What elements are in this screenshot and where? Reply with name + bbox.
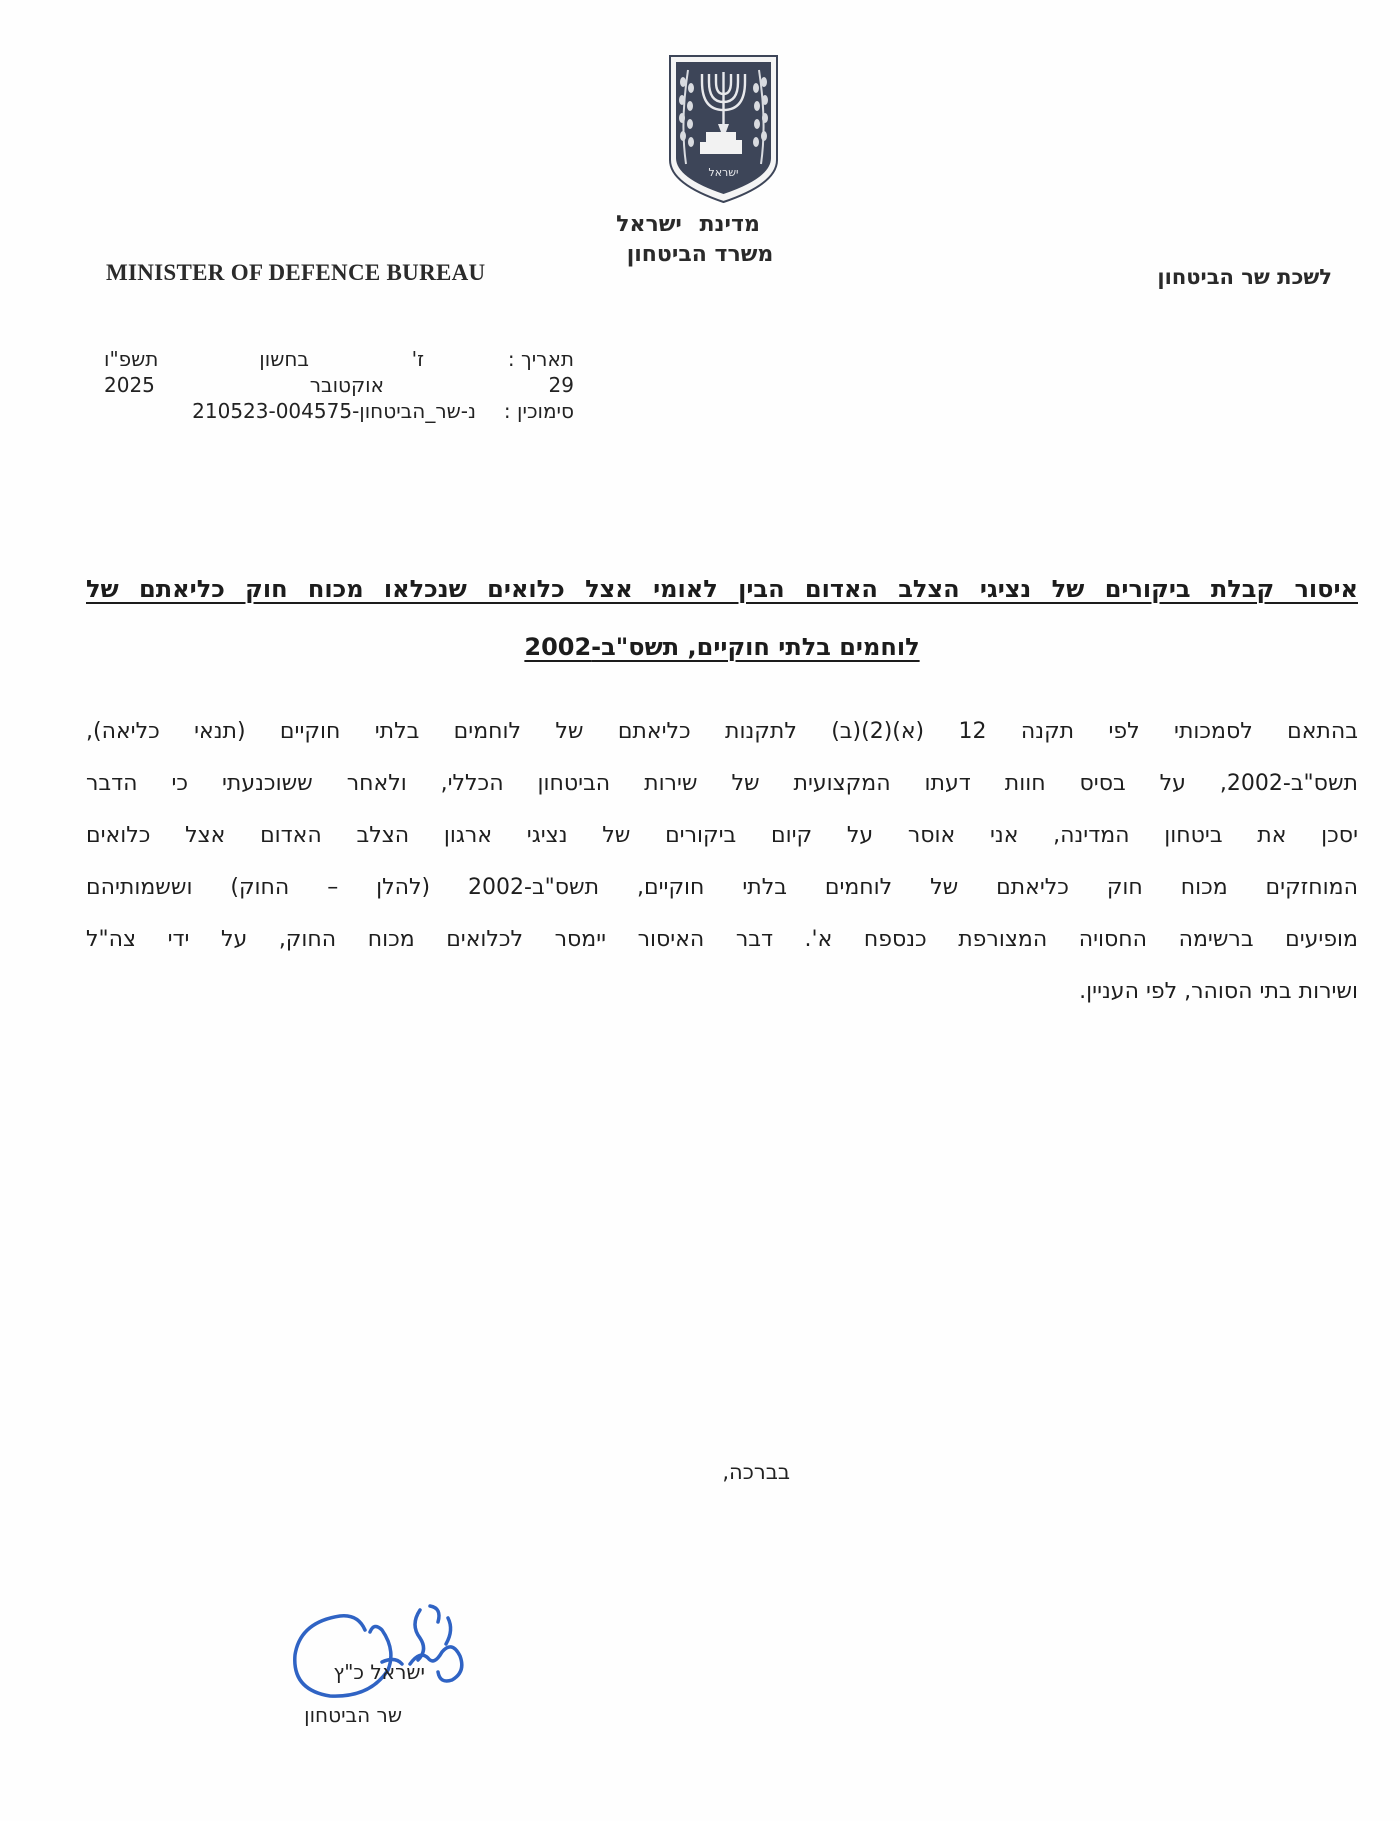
signer-name: ישראל כ"ץ xyxy=(333,1660,425,1684)
gregorian-year: 2025 xyxy=(104,373,155,397)
ministry-name: משרד הביטחון xyxy=(626,242,774,267)
state-emblem-icon xyxy=(666,52,781,204)
bureau-hebrew-heading: לשכת שר הביטחון xyxy=(1157,265,1332,289)
date-label: תאריך : xyxy=(507,347,574,371)
bureau-english-heading: MINISTER OF DEFENCE BUREAU xyxy=(106,260,486,285)
hebrew-month: בחשון xyxy=(259,347,309,371)
letter-body xyxy=(86,706,1358,1018)
letterhead-state xyxy=(560,210,840,270)
closing-salutation: בברכה, xyxy=(722,1460,790,1484)
title-line-1: איסור קבלת ביקורים של נציגי הצלב האדום הבין לאומי אצל כלואים שנכלאו מכוח חוק כליאתם של xyxy=(86,575,1358,603)
body-line: בהתאם לסמכותי לפי תקנה 12 (א)(2)(ב) לתקנות כליאתם של לוחמים בלתי חוקיים (תנאי כליאה), xyxy=(86,719,1358,744)
hebrew-day: ז' xyxy=(411,347,424,371)
gregorian-day: 29 xyxy=(548,373,574,397)
body-line: המוחזקים מכוח חוק כליאתם של לוחמים בלתי חוקיים, תשס"ב-2002 (להלן – החוק) וששמותיהם xyxy=(86,875,1358,900)
body-line: מופיעים ברשימה החסויה המצורפת כנספח א'. דבר האיסור יימסר לכלואים מכוח החוק, על ידי צה"ל xyxy=(86,927,1358,952)
hebrew-year: תשפ"ו xyxy=(104,347,159,371)
handwritten-signature-icon xyxy=(270,1600,490,1710)
date-row-hebrew xyxy=(104,346,574,372)
svg-text:ישראל: ישראל xyxy=(708,166,739,179)
reference-label: סימוכין : xyxy=(503,399,574,423)
gregorian-month: אוקטובר xyxy=(309,373,384,397)
body-line: ושירות בתי הסוהר, לפי העניין. xyxy=(1079,979,1358,1004)
state-name: מדינת ישראל xyxy=(616,212,760,237)
signer-title: שר הביטחון xyxy=(304,1703,402,1727)
body-line: תשס"ב-2002, על בסיס חוות דעתו המקצועית של שירות הביטחון הכללי, ולאחר ששוכנעתי כי הדבר xyxy=(86,771,1358,796)
body-line: יסכן את ביטחון המדינה, אני אוסר על קיום ביקורים של נציגי ארגון הצלב האדום אצל כלואים xyxy=(86,823,1358,848)
reference-row xyxy=(104,398,574,424)
letter-meta xyxy=(104,346,574,424)
title-line-2: לוחמים בלתי חוקיים, תשס"ב-2002 xyxy=(524,633,920,661)
date-row-gregorian xyxy=(104,372,574,398)
reference-value: נ-שר_הביטחון-210523-004575 xyxy=(192,399,476,423)
letter-title xyxy=(86,560,1358,676)
